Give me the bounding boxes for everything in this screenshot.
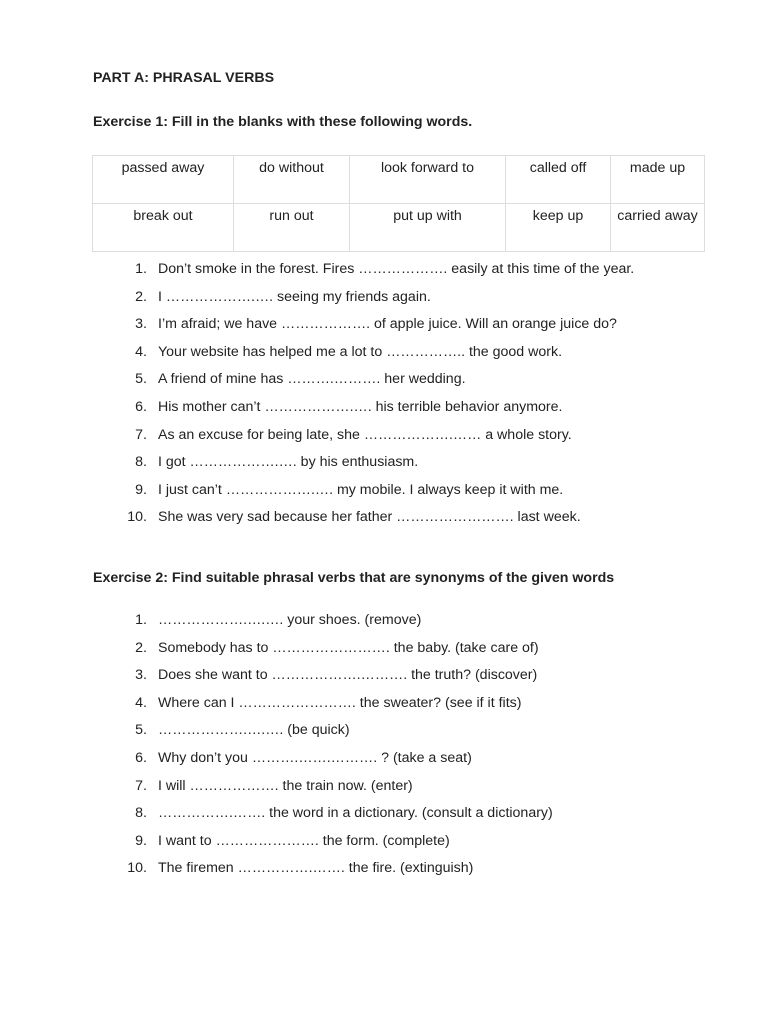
question-number: 3. xyxy=(135,316,147,333)
question-number: 6. xyxy=(135,749,147,766)
word-box-row xyxy=(93,204,705,252)
word-box-cell: do without xyxy=(234,156,350,204)
question-number: 4. xyxy=(135,343,147,360)
question-number: 6. xyxy=(135,398,147,415)
question-number: 3. xyxy=(135,667,147,684)
question-number: 10. xyxy=(127,860,147,877)
question-text: She was very sad because her father ……………………. last week. xyxy=(158,509,581,526)
question-number: 1. xyxy=(135,261,147,277)
question-text: I got ……………….…. by his enthusiasm. xyxy=(158,454,419,471)
question-number: 8. xyxy=(135,454,147,471)
question-text: A friend of mine has ……….………. her wedding. xyxy=(158,371,466,388)
question-number: 7. xyxy=(135,426,147,443)
word-box-table xyxy=(92,155,705,252)
question-text: …………….……. the word in a dictionary. (consult a dictionary) xyxy=(158,805,553,822)
question-text: As an excuse for being late, she ……………….…… a whole story. xyxy=(158,426,572,443)
question-text: I ……………….…. seeing my friends again. xyxy=(158,288,431,305)
question-number: 9. xyxy=(135,832,147,849)
question-text: I’m afraid; we have ………………. of apple juice. Will an orange juice do? xyxy=(158,316,617,333)
part-title: PART A: PHRASAL VERBS xyxy=(93,70,275,86)
question-text: Does she want to ……………….………. the truth? (discover) xyxy=(158,667,538,684)
question-text: Don’t smoke in the forest. Fires ………………. easily at this time of the year. xyxy=(158,261,635,277)
question-text: Somebody has to ……………………. the baby. (take care of) xyxy=(158,639,539,656)
word-box-cell: called off xyxy=(506,156,611,204)
word-box-row xyxy=(93,156,705,204)
question-text: His mother can’t ……………….…. his terrible behavior anymore. xyxy=(158,398,563,415)
exercise2-title: Exercise 2: Find suitable phrasal verbs that are synonyms of the given words xyxy=(93,570,615,586)
question-text: Why don’t you ……….…….………. ? (take a seat) xyxy=(158,749,472,766)
exercise1-title: Exercise 1: Fill in the blanks with these following words. xyxy=(93,114,473,130)
question-number: 2. xyxy=(135,288,147,305)
word-box-cell: put up with xyxy=(350,204,506,252)
question-text: Your website has helped me a lot to …………….. the good work. xyxy=(158,343,563,360)
question-text: The firemen …………….……. the fire. (extinguish) xyxy=(158,860,474,877)
question-text: I want to …………………. the form. (complete) xyxy=(158,832,450,849)
word-box-cell: made up xyxy=(611,156,705,204)
word-box-cell: break out xyxy=(93,204,234,252)
word-box-cell: carried away xyxy=(611,204,705,252)
question-text: ……………….….…. your shoes. (remove) xyxy=(158,612,422,628)
question-number: 5. xyxy=(135,371,147,388)
question-number: 1. xyxy=(135,612,147,628)
question-number: 4. xyxy=(135,694,147,711)
question-text: I just can’t ……………….…. my mobile. I always keep it with me. xyxy=(158,481,564,498)
word-box-cell: keep up xyxy=(506,204,611,252)
question-text: I will ………………. the train now. (enter) xyxy=(158,777,413,794)
word-box-cell: look forward to xyxy=(350,156,506,204)
question-text: Where can I ……………………. the sweater? (see if it fits) xyxy=(158,694,522,711)
word-box-cell: passed away xyxy=(93,156,234,204)
word-box-cell: run out xyxy=(234,204,350,252)
question-number: 8. xyxy=(135,805,147,822)
question-text: ……………….….…. (be quick) xyxy=(158,722,350,739)
question-number: 2. xyxy=(135,639,147,656)
question-number: 7. xyxy=(135,777,147,794)
question-number: 5. xyxy=(135,722,147,739)
question-number: 9. xyxy=(135,481,147,498)
question-number: 10. xyxy=(127,509,147,526)
